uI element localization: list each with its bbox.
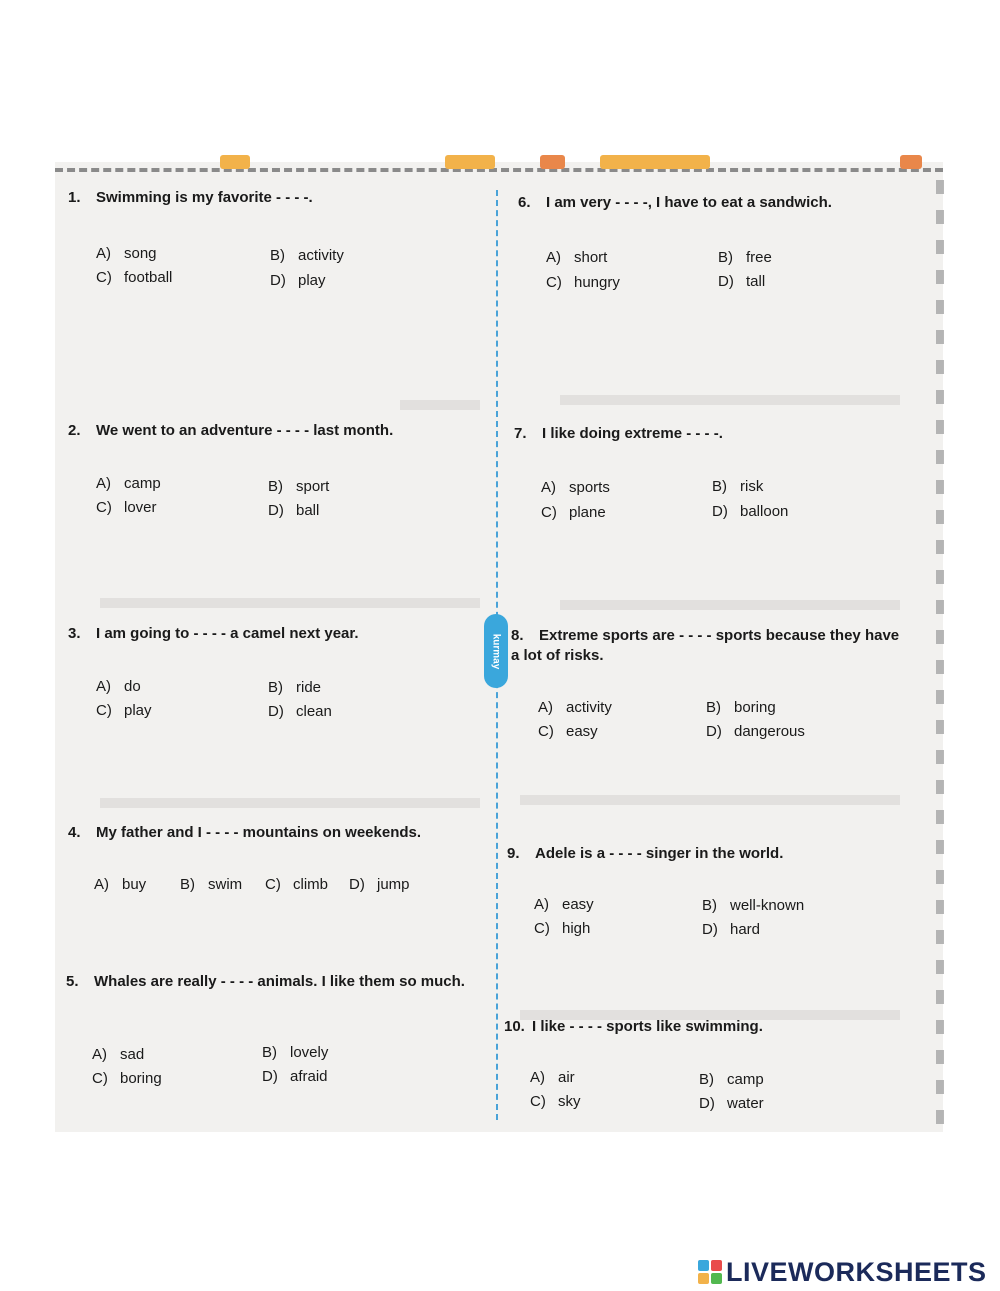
option-c[interactable]: C) play <box>96 702 152 719</box>
option-c[interactable]: C) easy <box>538 723 598 740</box>
top-dashed-rule <box>55 168 943 172</box>
question-5: 5. Whales are really - - - - animals. I like them so much. <box>66 973 465 990</box>
option-a[interactable]: A) sad <box>92 1046 145 1063</box>
option-b[interactable]: B) boring <box>706 699 776 716</box>
bleed-through-mark <box>560 600 900 610</box>
question-number: 1. <box>68 189 81 206</box>
question-8: 8. Extreme sports are - - - - sports because they have a lot of risks. <box>511 627 900 664</box>
question-2: 2. We went to an adventure - - - - last month. <box>68 422 394 439</box>
option-d[interactable]: D) clean <box>268 703 332 720</box>
bleed-through-mark <box>520 795 900 805</box>
publisher-label: kurmay <box>490 633 502 669</box>
option-a[interactable]: A) song <box>96 245 157 262</box>
publisher-badge <box>484 614 508 688</box>
option-d[interactable]: D) jump <box>349 876 410 893</box>
option-b[interactable]: B) risk <box>712 478 764 495</box>
option-a[interactable]: A) activity <box>538 699 612 716</box>
option-d[interactable]: D) hard <box>702 921 761 938</box>
option-b[interactable]: B) sport <box>268 478 330 495</box>
question-9: 9. Adele is a - - - - singer in the world. <box>507 845 784 862</box>
option-d[interactable]: D) tall <box>718 273 766 290</box>
question-7: 7. I like doing extreme - - - -. <box>514 425 723 442</box>
option-d[interactable]: D) balloon <box>712 503 789 520</box>
option-c[interactable]: C) climb <box>265 876 329 893</box>
question-1 <box>68 188 478 208</box>
option-b[interactable]: B) camp <box>699 1071 764 1088</box>
option-c[interactable]: C) lover <box>96 499 157 516</box>
option-c[interactable]: C) sky <box>530 1093 581 1110</box>
option-a[interactable]: A) do <box>96 678 141 695</box>
decor-accent <box>900 155 922 169</box>
logo-text: LIVEWORKSHEETS <box>726 1256 987 1287</box>
question-3: 3. I am going to - - - - a camel next year. <box>68 625 359 642</box>
decor-accent <box>540 155 565 169</box>
bleed-through-mark <box>560 395 900 405</box>
option-b[interactable]: B) free <box>718 249 772 266</box>
logo-blocks-icon <box>698 1260 722 1284</box>
question-4: 4. My father and I - - - - mountains on weekends. <box>68 824 422 841</box>
liveworksheets-logo <box>698 1257 987 1287</box>
page-edge-marks <box>936 180 944 1130</box>
option-b[interactable]: B) lovely <box>262 1044 329 1061</box>
option-d[interactable]: D) dangerous <box>706 723 805 740</box>
option-a[interactable]: A) easy <box>534 896 594 913</box>
option-d[interactable]: D) ball <box>268 502 320 519</box>
option-c[interactable]: C) football <box>96 269 173 286</box>
decor-accent <box>220 155 250 169</box>
decor-accent <box>445 155 495 169</box>
bleed-through-mark <box>100 798 480 808</box>
option-c[interactable]: C) high <box>534 920 591 937</box>
option-c[interactable]: C) plane <box>541 504 606 521</box>
bleed-through-mark <box>100 598 480 608</box>
option-a[interactable]: A) camp <box>96 475 161 492</box>
question-text: Swimming is my favorite - - - -. <box>96 189 313 206</box>
option-b[interactable]: B) activity <box>270 247 344 264</box>
option-d[interactable]: D) afraid <box>262 1068 328 1085</box>
option-a[interactable]: A) short <box>546 249 608 266</box>
option-b[interactable]: B) ride <box>268 679 322 696</box>
option-c[interactable]: C) boring <box>92 1070 162 1087</box>
option-d[interactable]: D) play <box>270 272 326 289</box>
option-d[interactable]: D) water <box>699 1095 764 1112</box>
question-6: 6. I am very - - - -, I have to eat a sandwich. <box>518 194 832 211</box>
option-b[interactable]: B) well-known <box>702 897 805 914</box>
question-10: 10. I like - - - - sports like swimming. <box>504 1018 763 1035</box>
option-a[interactable]: A) buy <box>94 876 147 893</box>
option-a[interactable]: A) sports <box>541 479 610 496</box>
bleed-through-mark <box>400 400 480 410</box>
decor-accent <box>600 155 710 169</box>
option-c[interactable]: C) hungry <box>546 274 620 291</box>
option-b[interactable]: B) swim <box>180 876 243 893</box>
option-a[interactable]: A) air <box>530 1069 575 1086</box>
